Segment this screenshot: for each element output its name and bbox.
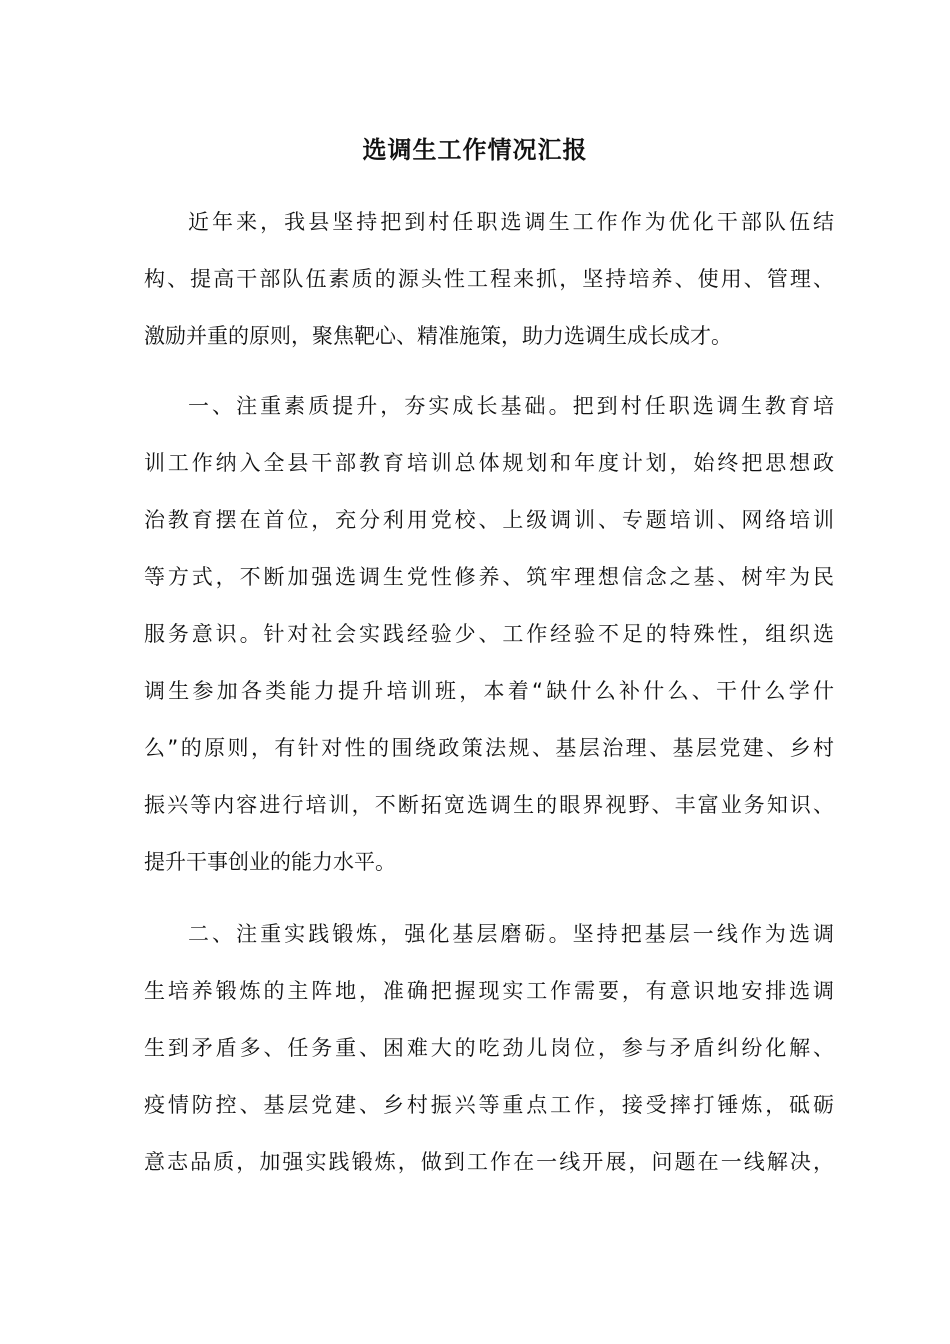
paragraph-line: 意志品质，加强实践锻炼，做到工作在一线开展，问题在一线解决，: [144, 1150, 834, 1174]
paragraph-line: 么”的原则，有针对性的围绕政策法规、基层治理、基层党建、乡村: [144, 736, 834, 760]
paragraph-line: 调生参加各类能力提升培训班，本着“缺什么补什么、干什么学什: [144, 679, 834, 703]
document-title: 选调生工作情况汇报: [362, 136, 588, 164]
paragraph-line: 二、注重实践锻炼，强化基层磨砺。坚持把基层一线作为选调: [188, 922, 834, 946]
paragraph-line: 振兴等内容进行培训，不断拓宽选调生的眼界视野、丰富业务知识、: [144, 793, 834, 817]
paragraph-line: 构、提高干部队伍素质的源头性工程来抓，坚持培养、使用、管理、: [144, 267, 834, 291]
paragraph-line: 治教育摆在首位，充分利用党校、上级调训、专题培训、网络培训: [144, 508, 834, 532]
paragraph-line: 一、注重素质提升，夯实成长基础。把到村任职选调生教育培: [188, 394, 834, 418]
paragraph-line: 生到矛盾多、任务重、困难大的吃劲儿岗位，参与矛盾纠纷化解、: [144, 1036, 834, 1060]
paragraph-line: 提升干事创业的能力水平。: [144, 850, 396, 874]
paragraph-line: 服务意识。针对社会实践经验少、工作经验不足的特殊性，组织选: [144, 622, 834, 646]
paragraph-line: 生培养锻炼的主阵地，准确把握现实工作需要，有意识地安排选调: [144, 979, 834, 1003]
paragraph-line: 疫情防控、基层党建、乡村振兴等重点工作，接受摔打锤炼，砥砺: [144, 1093, 834, 1117]
paragraph-line: 等方式，不断加强选调生党性修养、筑牢理想信念之基、树牢为民: [144, 565, 834, 589]
paragraph-line: 近年来，我县坚持把到村任职选调生工作作为优化干部队伍结: [188, 210, 834, 234]
paragraph-line: 激励并重的原则，聚焦靶心、精准施策，助力选调生成长成才。: [144, 324, 732, 348]
paragraph-line: 训工作纳入全县干部教育培训总体规划和年度计划，始终把思想政: [144, 451, 834, 475]
